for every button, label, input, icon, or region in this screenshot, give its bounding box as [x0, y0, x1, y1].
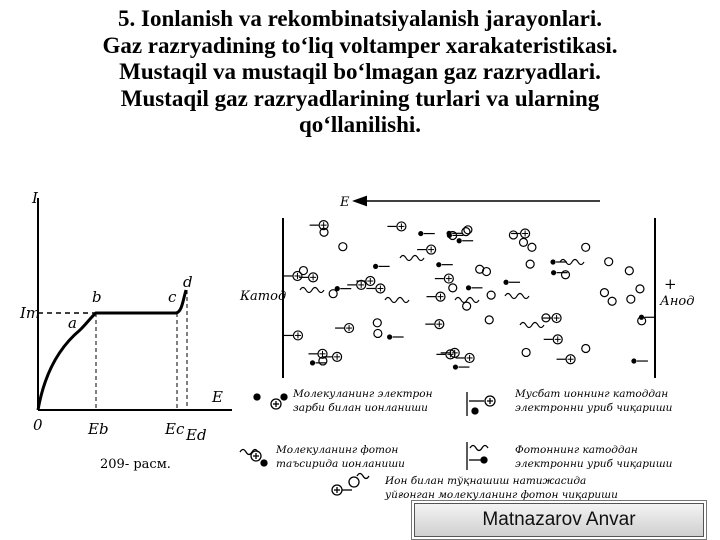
- molecule-dot: [449, 284, 457, 292]
- title-line-5: qo‘llanilishi.: [298, 112, 422, 137]
- legend-symbol-photon-cathode: [467, 442, 488, 470]
- y-axis-label: I: [32, 189, 38, 207]
- field-arrow-head: [355, 197, 366, 205]
- molecule-dot: [329, 290, 337, 298]
- molecule-dot: [462, 228, 470, 236]
- legend-symbol-ion-collision: [332, 474, 369, 496]
- electron-dot: [550, 259, 555, 264]
- figure-caption: 209- расм.: [100, 457, 171, 472]
- molecule-dot: [485, 316, 493, 324]
- legend-symbol-ion-cathode: [467, 392, 495, 416]
- molecule-dot: [464, 226, 472, 234]
- ec-label: Ec: [165, 420, 185, 438]
- molecule-dot: [526, 260, 534, 268]
- eb-label: Eb: [88, 420, 109, 438]
- molecule-dot: [339, 243, 347, 251]
- photon-wave: [385, 298, 409, 303]
- x-axis-label: E: [212, 388, 223, 406]
- title-line-3: Mustaqil va mustaqil bo‘lmagan gaz razryadlari.: [119, 59, 601, 84]
- photon-wave: [505, 294, 529, 299]
- legend-symbol-electron-impact: [254, 394, 287, 409]
- molecule-dot: [605, 258, 613, 266]
- title-line-1: 5. Ionlanish va rekombinatsiyalanish jarayonlari.: [118, 6, 602, 31]
- electron-dot: [503, 280, 508, 285]
- origin-label: 0: [33, 416, 43, 434]
- electron-dot: [418, 231, 423, 236]
- legend-symbol-photon-ionization: [240, 450, 267, 467]
- cathode-label: Катод: [240, 289, 287, 304]
- point-d-label: d: [183, 273, 193, 291]
- legend-text-4: Фотоннинг катоддан электронни уриб чиқариши: [515, 444, 673, 470]
- ed-label: Ed: [186, 426, 207, 444]
- molecule-dot: [463, 302, 471, 310]
- im-label: Im: [20, 304, 41, 322]
- molecule-dot: [625, 267, 633, 275]
- anode-sign: +: [664, 275, 677, 293]
- photon-wave: [520, 323, 544, 328]
- point-b-label: b: [92, 288, 102, 306]
- molecule-dot: [487, 291, 495, 299]
- molecule-dot: [476, 265, 484, 273]
- legend-text-1: Молекуланинг электрон зарби билан ионланиши: [293, 388, 433, 414]
- molecule-dot: [509, 231, 517, 239]
- molecule-dot: [528, 243, 536, 251]
- particle-field: [283, 221, 655, 370]
- electron-dot: [453, 364, 458, 369]
- electron-dot: [373, 264, 378, 269]
- electron-dot: [436, 262, 441, 267]
- title-line-4: Mustaqil gaz razryadlarining turlari va ularning: [120, 85, 600, 111]
- molecule-dot: [600, 289, 608, 297]
- title-line-2: Gaz razryadining to‘liq voltamper xarakateristikasi.: [102, 32, 618, 58]
- author-name-box: [414, 503, 704, 537]
- anode-label: Анод: [660, 294, 695, 309]
- molecule-dot: [582, 243, 590, 251]
- molecule-dot: [582, 344, 590, 352]
- electron-dot: [310, 360, 315, 365]
- photon-wave: [300, 288, 324, 293]
- molecule-dot: [561, 271, 569, 279]
- legend-text-3: Молекуланинг фотон таъсирида ионланиши: [276, 444, 405, 470]
- electron-dot: [466, 285, 471, 290]
- legend-text-2: Мусбат ионнинг катоддан электронни уриб чиқариши: [515, 388, 673, 414]
- electron-dot: [551, 270, 556, 275]
- molecule-dot: [522, 348, 530, 356]
- author-name: Matnazarov Anvar: [482, 509, 636, 530]
- molecule-dot: [519, 238, 527, 246]
- field-label: E: [340, 195, 350, 210]
- point-a-label: a: [68, 314, 77, 332]
- electron-dot: [446, 231, 451, 236]
- molecule-dot: [374, 329, 382, 337]
- point-c-label: c: [168, 288, 177, 306]
- electron-dot: [387, 334, 392, 339]
- molecule-dot: [636, 285, 644, 293]
- photon-wave: [400, 256, 424, 261]
- electron-dot: [631, 358, 636, 363]
- molecule-dot: [608, 297, 616, 305]
- molecule-dot: [627, 295, 635, 303]
- molecule-dot: [373, 319, 381, 327]
- electron-dot: [457, 238, 462, 243]
- legend-text-5: Ион билан тўқнашиш натижасида уйғонган молекуланинг фотон чиқариши: [385, 475, 618, 501]
